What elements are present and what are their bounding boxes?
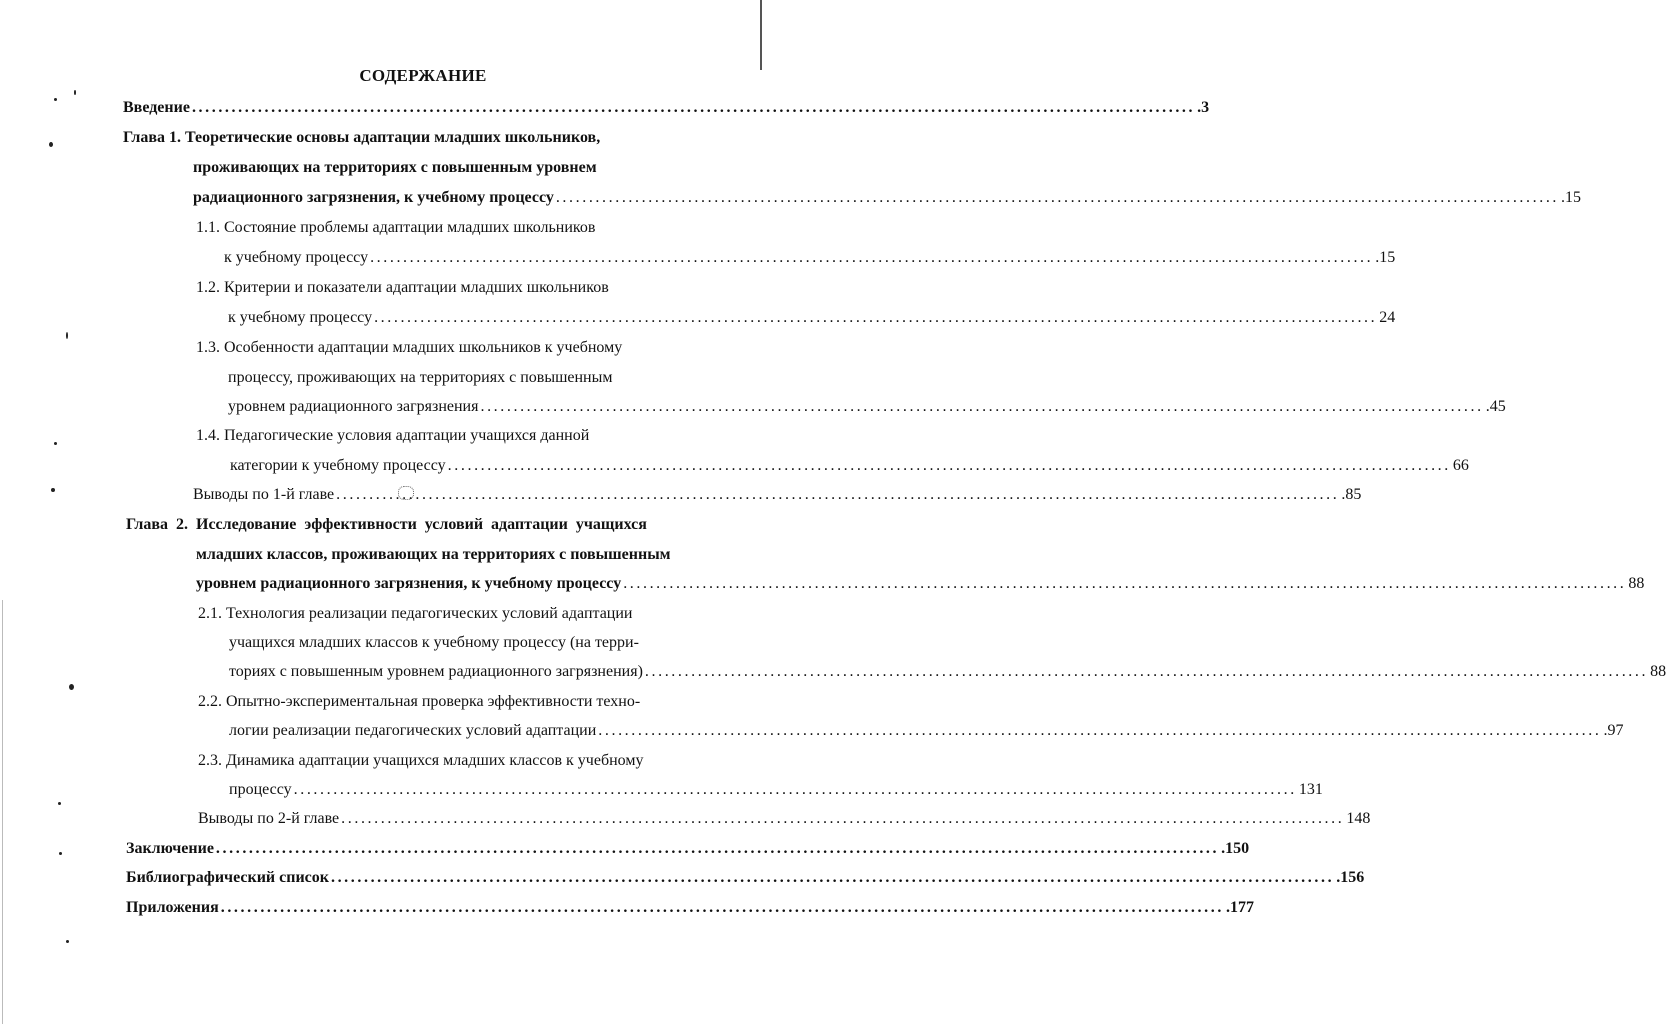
toc-leader: ........................................................................................................................................................ — [191, 99, 1196, 116]
toc-leader: ........................................................................................................................................................ — [480, 398, 1484, 415]
toc-entry-intro — [123, 98, 1210, 118]
toc-leader: ........................................................................................................................................................ — [598, 722, 1602, 739]
toc-page: .15 — [1561, 189, 1582, 206]
toc-entry-section-2-1 — [229, 662, 1666, 682]
toc-entry-bibliography — [126, 868, 1365, 888]
toc-page: .156 — [1336, 869, 1365, 886]
toc-page: 88 — [1650, 663, 1666, 680]
toc-label: Введение — [123, 99, 190, 116]
toc-leader: ........................................................................................................................................................ — [293, 781, 1297, 798]
toc-page: 24 — [1379, 309, 1396, 326]
toc-leader: ........................................................................................................................................................ — [215, 840, 1220, 857]
toc-label: Библиографический список — [126, 869, 329, 886]
toc-leader: ........................................................................................................................................................ — [341, 810, 1345, 827]
toc-page: .177 — [1225, 899, 1254, 916]
toc-section-1-4-line: 1.4. Педагогические условия адаптации учащихся данной — [196, 427, 590, 444]
toc-label: категории к учебному процессу — [230, 457, 446, 474]
scan-edge-line — [760, 0, 762, 70]
toc-section-2-1-line: 2.1. Технология реализации педагогических условий адаптации — [198, 605, 633, 622]
scan-speck — [54, 98, 57, 101]
toc-leader: ........................................................................................................................................................ — [220, 899, 1224, 916]
toc-label: Выводы по 2-й главе — [198, 810, 340, 827]
scan-speck — [66, 940, 69, 943]
toc-leader: ........................................................................................................................................................ — [330, 869, 1335, 886]
scan-speck — [59, 852, 62, 855]
scan-speck — [58, 802, 61, 805]
toc-page: .150 — [1221, 840, 1250, 857]
toc-label: радиационного загрязнения, к учебному процессу — [193, 189, 554, 206]
toc-label: к учебному процессу — [228, 309, 373, 326]
toc-page: .15 — [1375, 249, 1396, 266]
toc-leader: ........................................................................................................................................................ — [370, 249, 1374, 266]
toc-section-1-3-line: процессу, проживающих на территориях с повышенным — [228, 369, 613, 386]
toc-label: Приложения — [126, 899, 219, 916]
toc-entry-conclusion — [126, 839, 1250, 859]
toc-section-1-1-line: 1.1. Состояние проблемы адаптации младших школьников — [196, 219, 596, 236]
toc-page: 66 — [1452, 457, 1469, 474]
toc-label: логии реализации педагогических условий адаптации — [229, 722, 597, 739]
toc-section-2-2-line: 2.2. Опытно-экспериментальная проверка эффективности техно- — [198, 693, 641, 710]
toc-entry-section-1-3 — [228, 397, 1506, 417]
toc-entry-section-1-4 — [230, 456, 1469, 476]
toc-entry-conclusions-1 — [193, 485, 1362, 505]
toc-entry-chapter-2 — [196, 574, 1645, 594]
toc-page: 131 — [1298, 781, 1323, 798]
toc-chapter-2-line: младших классов, проживающих на территориях с повышенным — [196, 546, 671, 563]
toc-entry-section-2-2 — [229, 721, 1624, 741]
toc-label: уровнем радиационного загрязнения, к учебному процессу — [196, 575, 622, 592]
toc-leader: ........................................................................................................................................................ — [623, 575, 1627, 592]
scan-speck — [49, 142, 53, 147]
scan-speck — [54, 442, 57, 445]
toc-entry-conclusions-2 — [198, 809, 1371, 829]
toc-leader: ........................................................................................................................................................ — [374, 309, 1378, 326]
toc-page: .85 — [1341, 486, 1362, 503]
toc-section-2-1-line: учащихся младших классов к учебному процессу (на терри- — [229, 634, 639, 651]
scan-speck — [74, 90, 76, 95]
toc-section-1-3-line: 1.3. Особенности адаптации младших школьников к учебному — [196, 339, 623, 356]
toc-page: 148 — [1346, 810, 1371, 827]
toc-chapter-1-line: проживающих на территориях с повышенным уровнем — [193, 159, 597, 176]
scan-speck — [66, 332, 68, 339]
toc-leader: ........................................................................................................................................................ — [644, 663, 1649, 680]
toc-label: процессу — [229, 781, 292, 798]
toc-entry-chapter-1 — [193, 188, 1582, 208]
toc-leader: ........................................................................................................................................................ — [336, 486, 1340, 503]
toc-page: 88 — [1628, 575, 1645, 592]
toc-leader: ........................................................................................................................................................ — [555, 189, 1560, 206]
toc-section-2-3-line: 2.3. Динамика адаптации учащихся младших классов к учебному — [198, 752, 644, 769]
toc-entry-section-1-2 — [228, 308, 1396, 328]
toc-label: к учебному процессу — [224, 249, 369, 266]
toc-entry-section-1-1 — [224, 248, 1396, 268]
toc-leader: ........................................................................................................................................................ — [447, 457, 1451, 474]
page-title: СОДЕРЖАНИЕ — [359, 66, 487, 85]
toc-entry-appendix — [126, 898, 1254, 918]
toc-chapter-1-line: Глава 1. Теоретические основы адаптации младших школьников, — [123, 129, 601, 146]
toc-label: уровнем радиационного загрязнения — [228, 398, 479, 415]
toc-page: .45 — [1485, 398, 1506, 415]
toc-page: .97 — [1603, 722, 1624, 739]
scan-speck — [69, 684, 74, 690]
toc-label: ториях с повышенным уровнем радиационного загрязнения) — [229, 663, 643, 680]
scan-speck — [51, 488, 55, 492]
toc-entry-section-2-3 — [229, 780, 1323, 800]
toc-label: Выводы по 1-й главе — [193, 486, 335, 503]
toc-page: .3 — [1197, 99, 1210, 116]
toc-label: Заключение — [126, 840, 214, 857]
scan-edge-left — [2, 600, 3, 1024]
toc-chapter-2-line: Глава 2. Исследование эффективности условий адаптации учащихся — [126, 516, 647, 533]
toc-section-1-2-line: 1.2. Критерии и показатели адаптации младших школьников — [196, 279, 609, 296]
